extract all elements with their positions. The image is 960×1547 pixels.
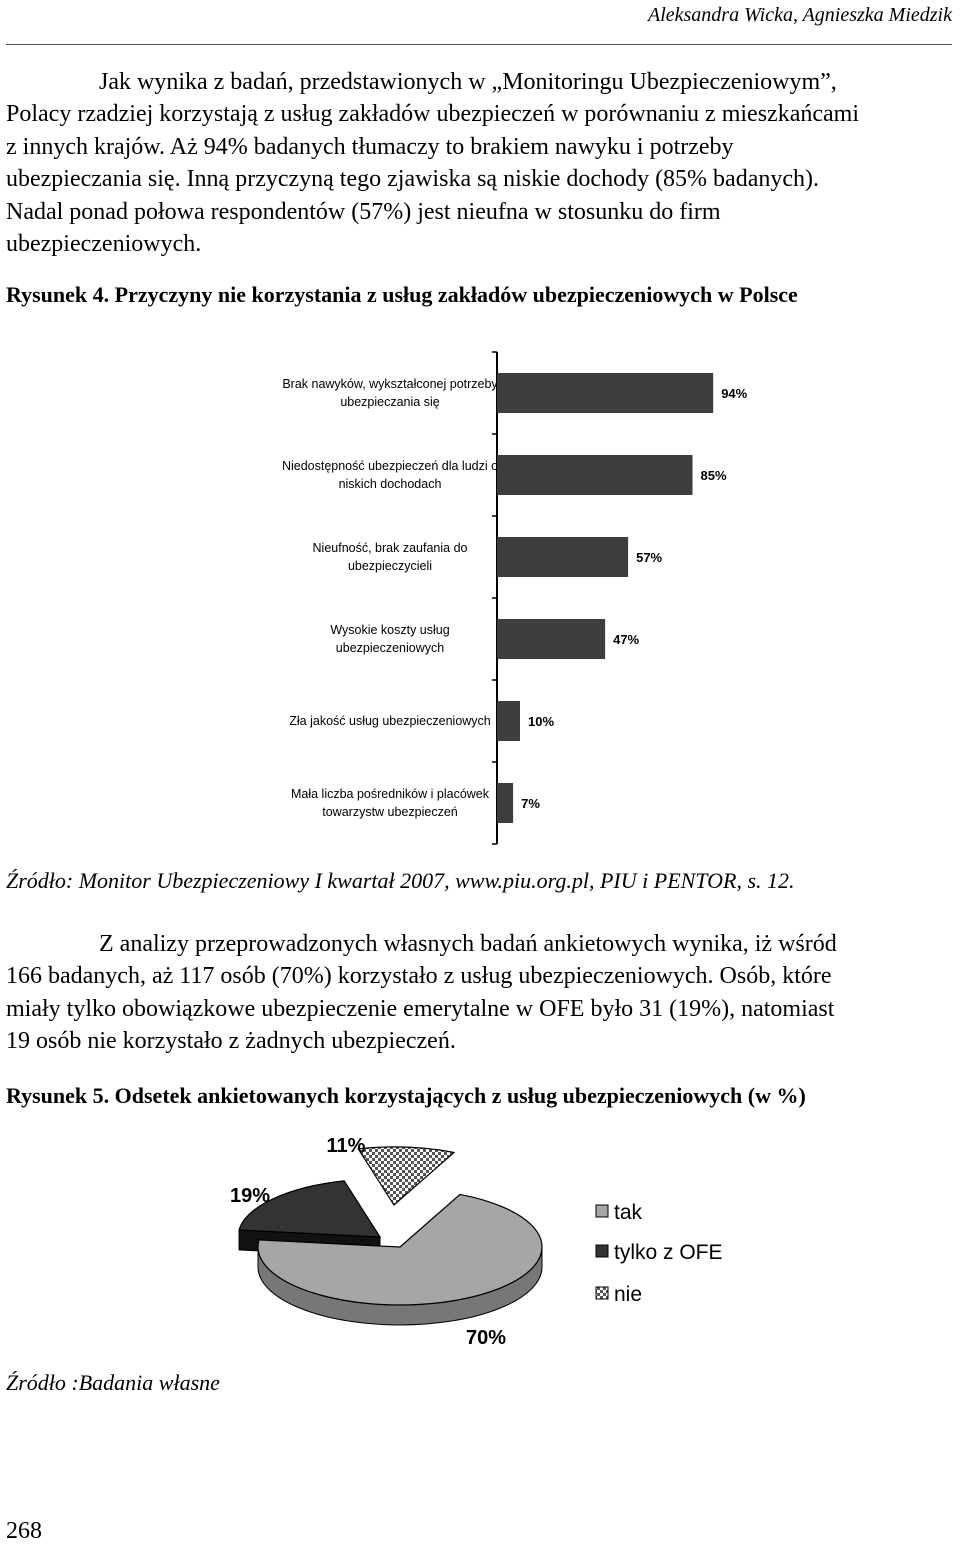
pie-value-label: 70%: [465, 1327, 507, 1349]
page-number: 268: [6, 1518, 42, 1544]
legend-swatch: [596, 1245, 608, 1257]
bar-value-label: 7%: [521, 796, 540, 811]
bar-category-label: Brak nawyków, wykształconej potrzeby ubezpieczania się: [282, 377, 498, 409]
bar-category-label: Zła jakość usług ubezpieczeniowych: [289, 714, 491, 728]
pie-value-label: 19%: [229, 1185, 271, 1207]
paragraph-2: [6, 928, 952, 1058]
bar: [497, 537, 628, 577]
figure-5-caption: Rysunek 5. Odsetek ankietowanych korzystających z usług ubezpieczeniowych (w %): [6, 1083, 806, 1108]
legend-label: nie: [614, 1283, 643, 1306]
running-header: [0, 0, 952, 46]
bar: [497, 619, 605, 659]
legend-label: tylko z OFE: [614, 1241, 723, 1264]
paragraph-1-line: Jak wynika z badań, przedstawionych w „Monitoringu Ubezpieczeniowym”,: [99, 69, 837, 95]
figure-5-source: Źródło :Badania własne: [6, 1370, 220, 1395]
header-authors: Aleksandra Wicka, Agnieszka Miedzik: [647, 4, 952, 26]
pie-slice: [358, 1147, 454, 1205]
paragraph-2-line: Z analizy przeprowadzonych własnych badań ankietowych wynika, iż wśród: [99, 931, 837, 957]
bar-category-label: Wysokie koszty usług ubezpieczeniowych: [330, 623, 450, 655]
legend-swatch: [596, 1287, 608, 1299]
legend-swatch: [596, 1205, 608, 1217]
bar: [497, 373, 713, 413]
bar-value-label: 47%: [613, 632, 640, 647]
paragraph-2-line: miały tylko obowiązkowe ubezpieczenie emerytalne w OFE było 31 (19%), natomiast: [6, 995, 835, 1022]
header-rule: [6, 44, 952, 45]
bar-value-label: 57%: [636, 550, 663, 565]
paragraph-1-line: ubezpieczeniowych.: [6, 231, 202, 258]
bar-value-label: 85%: [700, 468, 727, 483]
figure-4-caption: Rysunek 4. Przyczyny nie korzystania z usług zakładów ubezpieczeniowych w Polsce: [6, 282, 798, 307]
paragraph-2-line: 166 badanych, aż 117 osób (70%) korzystało z usług ubezpieczeniowych. Osób, które: [6, 963, 832, 990]
bar-category-label: Nieufność, brak zaufania do ubezpieczycieli: [312, 541, 468, 573]
paragraph-2-line: 19 osób nie korzystało z żadnych ubezpieczeń.: [6, 1028, 456, 1055]
bar-value-label: 94%: [721, 386, 748, 401]
figure-4-source: Źródło: Monitor Ubezpieczeniowy I kwartał 2007, www.piu.org.pl, PIU i PENTOR, s. 12.: [6, 868, 795, 893]
bar: [497, 701, 520, 741]
legend-label: tak: [614, 1201, 643, 1224]
pie-chart: [0, 1122, 960, 1362]
bar-value-label: 10%: [528, 714, 555, 729]
bar: [497, 783, 513, 823]
pie-value-label: 11%: [326, 1135, 366, 1157]
bar-chart: [0, 340, 960, 860]
bar-category-label: Niedostępność ubezpieczeń dla ludzi o niskich dochodach: [281, 459, 499, 491]
paragraph-1-line: z innych krajów. Aż 94% badanych tłumaczy to brakiem nawyku i potrzeby: [6, 133, 734, 160]
bar: [497, 455, 693, 495]
paragraph-1-line: Nadal ponad połowa respondentów (57%) jest nieufna w stosunku do firm: [6, 198, 721, 225]
paragraph-1: [6, 66, 952, 260]
bar-category-label: Mała liczba pośredników i placówek towarzystw ubezpieczeń: [290, 787, 490, 819]
paragraph-1-line: ubezpieczania się. Inną przyczyną tego zjawiska są niskie dochody (85% badanych).: [6, 166, 819, 193]
paragraph-1-line: Polacy rzadziej korzystają z usług zakładów ubezpieczeń w porównaniu z mieszkańcami: [6, 101, 859, 128]
